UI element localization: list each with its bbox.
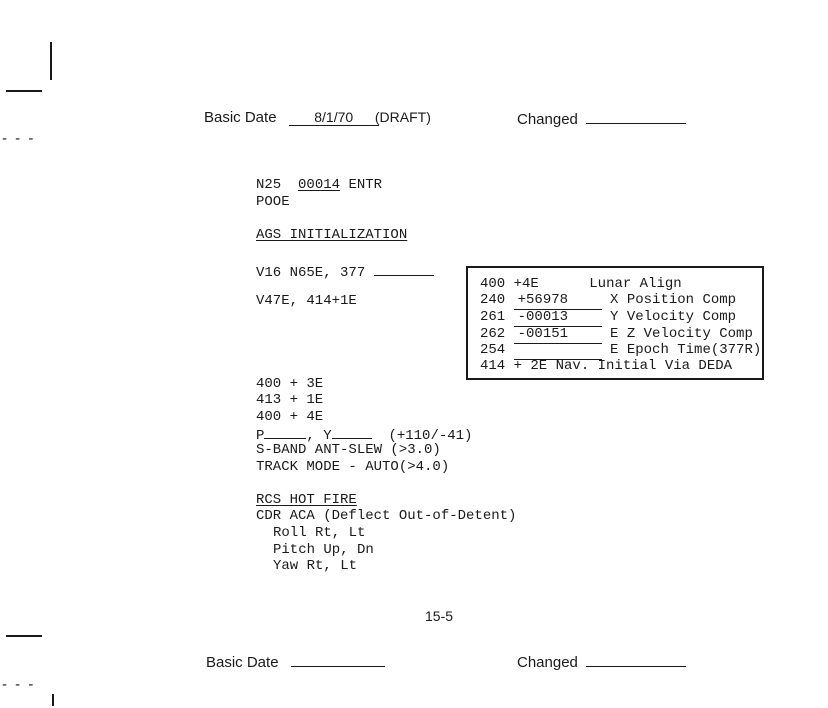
footer-basic-date-field [291,652,385,667]
margin-line-bottom [6,635,42,637]
deda-row-262: 262 -00151 E Z Velocity Comp [480,326,753,342]
changed-field [586,109,686,124]
step-pitch: Pitch Up, Dn [273,542,374,558]
margin-bar-top [50,42,52,80]
step-v47: V47E, 414+1E [256,293,357,309]
step-n25: N25 00014 ENTR [256,177,383,193]
page-number: 15-5 [425,608,454,624]
margin-line-top [6,90,42,92]
y-velocity-field: -00013 [514,309,602,327]
basic-date-label: Basic Date [204,109,277,126]
n25-value: 00014 [298,177,341,193]
deda-row-414: 414 + 2E Nav. Initial Via DEDA [480,358,733,374]
step-pitch-yaw: P , Y (+110/-41) [256,428,473,444]
rcs-hot-fire-title: RCS HOT FIRE [256,492,357,508]
x-position-field: +56978 [514,292,602,310]
ags-initialization-title: AGS INITIALIZATION [256,227,408,243]
changed-label: Changed [517,111,578,128]
deda-row-240: 240 +56978 X Position Comp [480,292,737,308]
step-pooe: POOE [256,194,290,210]
deda-row-261: 261 -00013 Y Velocity Comp [480,309,737,325]
step-413-1e: 413 + 1E [256,392,324,408]
margin-bar-bottom [52,694,54,706]
deda-row-254: 254 E Epoch Time(377R) [480,342,762,358]
margin-dashes-top: - - - [2,130,36,147]
step-400-4e: 400 + 4E [256,409,324,425]
step-cdr-aca: CDR ACA (Deflect Out-of-Detent) [256,508,517,524]
step-v16: V16 N65E, 377 [256,261,434,282]
header-basic-date [204,109,431,126]
header-changed [517,109,686,128]
footer-changed [517,652,686,671]
footer-changed-field [586,652,686,667]
step-sband: S-BAND ANT-SLEW (>3.0) [256,442,441,458]
basic-date-field: 8/1/70 [289,109,379,126]
y-field [332,426,372,439]
deda-row-400: 400 +4E Lunar Align [480,276,682,292]
step-400-3e: 400 + 3E [256,376,324,392]
margin-dashes-bottom: - - - [2,676,36,693]
step-yaw: Yaw Rt, Lt [273,558,358,574]
p-field [264,426,306,439]
footer-basic-date-label: Basic Date [206,654,279,671]
step-roll: Roll Rt, Lt [273,525,366,541]
step-track-mode: TRACK MODE - AUTO(>4.0) [256,459,450,475]
z-velocity-field: -00151 [514,326,602,344]
draft-label: (DRAFT) [374,109,431,125]
v16-field [374,261,434,276]
footer-basic-date [206,652,385,671]
footer-changed-label: Changed [517,654,578,671]
